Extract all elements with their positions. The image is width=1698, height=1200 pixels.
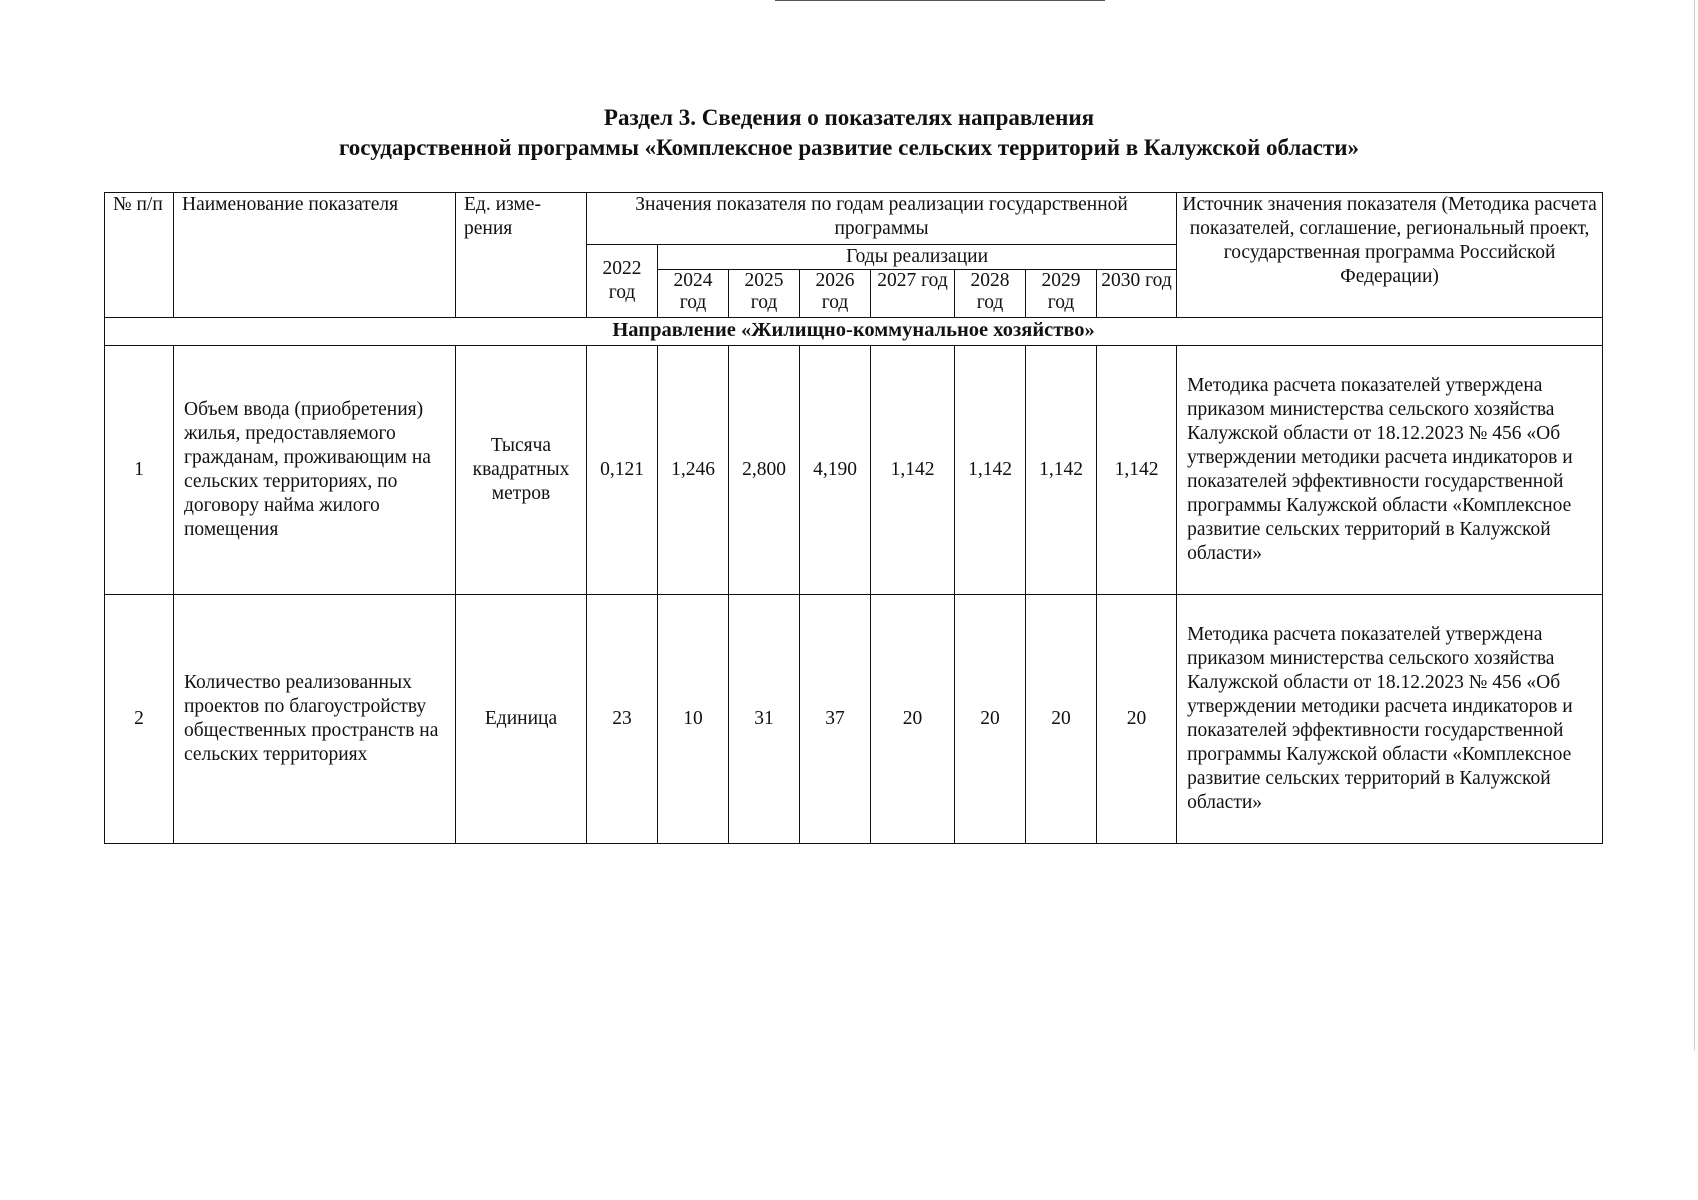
header-unit: Ед. изме-рения (456, 193, 587, 318)
header-source: Источник значения показателя (Методика расчета показателей, соглашение, региональный проект, государственная программа Российской Федерации) (1177, 193, 1603, 318)
header-year: 2025 год (729, 270, 800, 318)
direction-heading: Направление «Жилищно-коммунальное хозяйство» (105, 318, 1603, 346)
row-value: 20 (1097, 595, 1177, 844)
title-line-2: государственной программы «Комплексное развитие сельских территорий в Калужской области» (338, 135, 1360, 160)
header-year: 2024 год (658, 270, 729, 318)
row-value: 1,142 (871, 346, 955, 595)
header-year: 2026 год (800, 270, 871, 318)
row-value: 2,800 (729, 346, 800, 595)
row-value: 1,142 (1097, 346, 1177, 595)
row-num: 1 (105, 346, 174, 595)
header-years-group: Годы реализации (658, 245, 1177, 270)
row-source: Методика расчета показателей утверждена приказом министерства сельского хозяйства Калужской области от 18.12.2023 № 456 «Об утверждении методики расчета индикаторов и показателей эффективности государственной программы Калужской области «Комплексное развитие сельских территорий в Калужской области» (1177, 346, 1603, 595)
row-value: 1,142 (1026, 346, 1097, 595)
header-year: 2030 год (1097, 270, 1177, 318)
row-value: 20 (871, 595, 955, 844)
header-base-year: 2022 год (587, 245, 658, 318)
row-source: Методика расчета показателей утверждена приказом министерства сельского хозяйства Калужской области от 18.12.2023 № 456 «Об утверждении методики расчета индикаторов и показателей эффективности государственной программы Калужской области «Комплексное развитие сельских территорий в Калужской области» (1177, 595, 1603, 844)
row-value: 20 (955, 595, 1026, 844)
row-name: Объем ввода (приобретения) жилья, предоставляемого гражданам, проживающим на сельских территориях, по договору найма жилого помещения (174, 346, 456, 595)
header-year: 2027 год (871, 270, 955, 318)
row-base-value: 0,121 (587, 346, 658, 595)
header-num: № п/п (105, 193, 174, 318)
row-value: 1,142 (955, 346, 1026, 595)
table-row (105, 595, 1603, 844)
row-unit: Единица (456, 595, 587, 844)
header-year: 2028 год (955, 270, 1026, 318)
row-value: 37 (800, 595, 871, 844)
row-value: 1,246 (658, 346, 729, 595)
page-title (0, 103, 1698, 163)
row-unit: Тысяча квадратных метров (456, 346, 587, 595)
row-value: 10 (658, 595, 729, 844)
scan-top-mark (775, 0, 1105, 1)
table-row (105, 346, 1603, 595)
header-values-group: Значения показателя по годам реализации государственной программы (587, 193, 1177, 245)
row-num: 2 (105, 595, 174, 844)
row-base-value: 23 (587, 595, 658, 844)
row-name: Количество реализованных проектов по благоустройству общественных пространств на сельских территориях (174, 595, 456, 844)
title-line-1: Раздел 3. Сведения о показателях направления (603, 105, 1095, 130)
header-name: Наименование показателя (174, 193, 456, 318)
row-value: 20 (1026, 595, 1097, 844)
indicators-table (104, 192, 1603, 844)
header-year: 2029 год (1026, 270, 1097, 318)
row-value: 31 (729, 595, 800, 844)
row-value: 4,190 (800, 346, 871, 595)
